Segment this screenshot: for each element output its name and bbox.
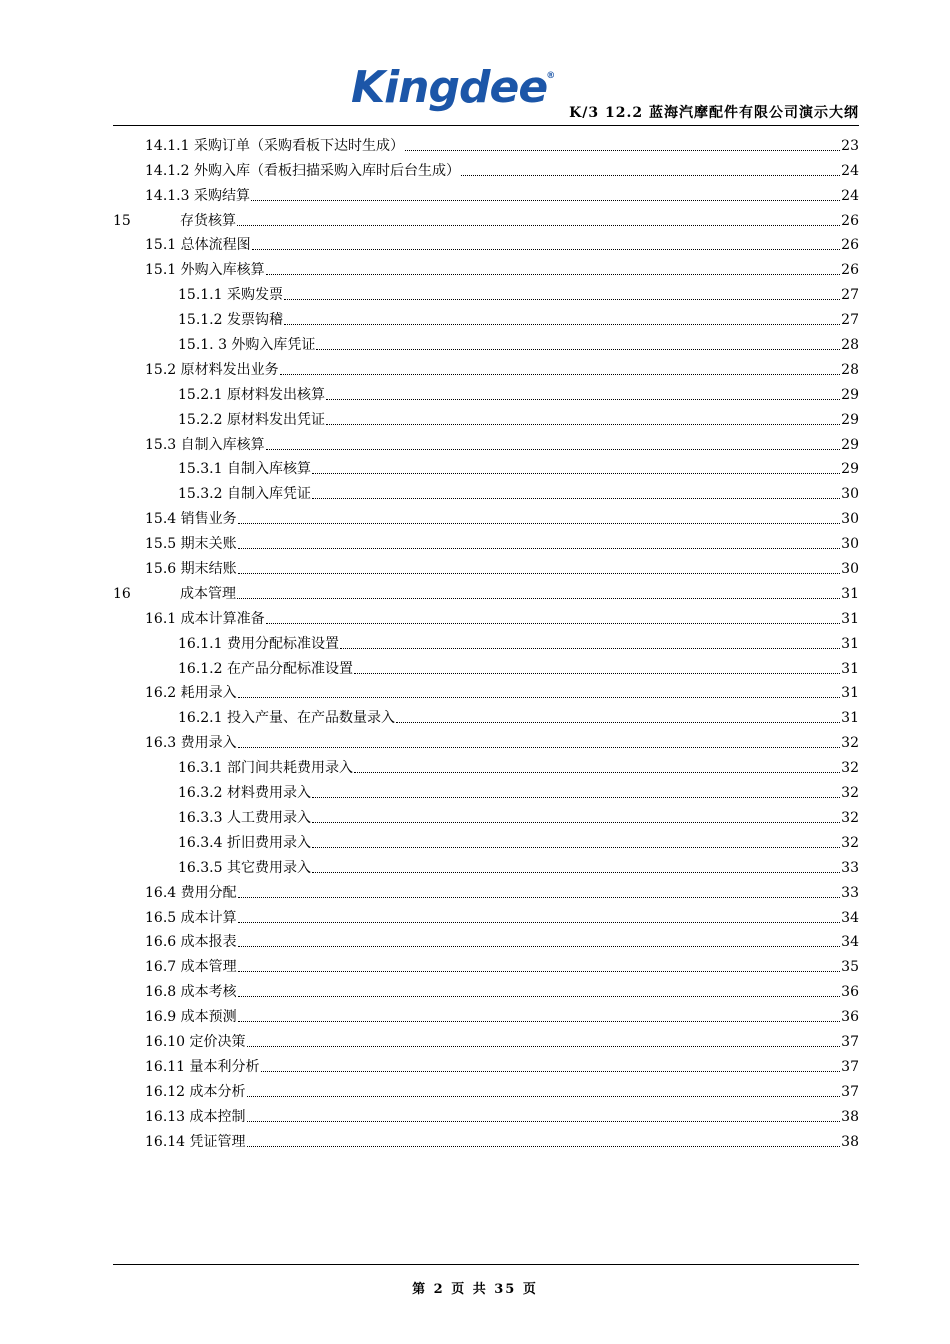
page-footer: 第 2 页 共 35 页: [412, 1282, 538, 1297]
toc-entry-text: 15.3.1 自制入库核算: [178, 461, 311, 478]
toc-entry-text: 15.1 总体流程图: [145, 237, 251, 254]
toc-page-number: 29: [841, 411, 859, 428]
dot-leader: [312, 872, 840, 873]
toc-entry-label: [145, 983, 237, 1001]
header-divider: [113, 125, 859, 126]
toc-entry-text: 16.1 成本计算准备: [145, 610, 265, 627]
dot-leader: [238, 697, 841, 698]
dot-leader: [340, 648, 840, 649]
toc-entry-label: [178, 286, 283, 304]
toc-entry-label: [178, 460, 311, 478]
toc-entry-label: [145, 1108, 246, 1126]
toc-page-number: 37: [841, 1083, 859, 1100]
toc-entry-label: [145, 137, 404, 155]
toc-entry-text: 14.1.2 外购入库（看板扫描采购入库时后台生成）: [145, 162, 460, 179]
toc-entry-text: 16.9 成本预测: [145, 1009, 237, 1026]
dot-leader: [312, 473, 840, 474]
toc-entry-label: [145, 535, 237, 553]
toc-entry[interactable]: [113, 254, 859, 279]
toc-entry[interactable]: [113, 727, 859, 752]
toc-page-number: 24: [841, 187, 859, 204]
toc-entry[interactable]: [113, 478, 859, 503]
toc-entry-text: 15.1 外购入库核算: [145, 262, 265, 279]
toc-entry[interactable]: [113, 454, 859, 479]
toc-page-number: 32: [841, 735, 859, 752]
toc-entry[interactable]: [113, 927, 859, 952]
toc-entry-label: [145, 560, 237, 578]
toc-entry-text: 16.11 量本利分析: [145, 1058, 260, 1075]
toc-page-number: 26: [841, 237, 859, 254]
toc-entry-text: 15.5 期末关账: [145, 536, 237, 553]
toc-entry-label: [178, 485, 311, 503]
toc-page-number: 28: [841, 361, 859, 378]
toc-entry-label: [145, 187, 250, 205]
dot-leader: [238, 747, 841, 748]
toc-page-number: 30: [841, 511, 859, 528]
toc-entry-text: 16.4 费用分配: [145, 884, 237, 901]
toc-page-number: 31: [841, 660, 859, 677]
toc-entry[interactable]: [113, 603, 859, 628]
toc-entry-text: 成本管理: [180, 585, 236, 602]
dot-leader: [280, 374, 841, 375]
toc-entry[interactable]: [113, 553, 859, 578]
toc-page-number: 33: [841, 884, 859, 901]
toc-page-number: 32: [841, 809, 859, 826]
toc-entry-label: [145, 162, 460, 180]
kingdee-logo: [351, 62, 555, 113]
toc-entry[interactable]: [113, 1001, 859, 1026]
toc-entry-label: [145, 684, 237, 702]
toc-entry[interactable]: [113, 279, 859, 304]
toc-entry[interactable]: [113, 1051, 859, 1076]
toc-entry-label: [145, 933, 237, 951]
toc-page-number: 29: [841, 461, 859, 478]
dot-leader: [326, 424, 840, 425]
toc-page-number: 32: [841, 834, 859, 851]
toc-page-number: 26: [841, 262, 859, 279]
toc-entry-label: [145, 436, 265, 454]
toc-entry[interactable]: [113, 653, 859, 678]
dot-leader: [354, 673, 840, 674]
toc-entry-label: [113, 585, 236, 603]
toc-entry-text: 15.1.1 采购发票: [178, 287, 283, 304]
toc-entry-text: 16.14 凭证管理: [145, 1133, 246, 1150]
dot-leader: [238, 971, 841, 972]
dot-leader: [312, 822, 840, 823]
toc-entry-text: 16.7 成本管理: [145, 959, 237, 976]
dot-leader: [284, 324, 840, 325]
toc-entry-label: [145, 261, 265, 279]
toc-page-number: 24: [841, 162, 859, 179]
toc-entry[interactable]: [113, 752, 859, 777]
toc-entry-label: [145, 1058, 260, 1076]
toc-page-number: 26: [841, 212, 859, 229]
toc-entry-text: 16.8 成本考核: [145, 984, 237, 1001]
toc-entry[interactable]: [113, 678, 859, 703]
dot-leader: [326, 399, 840, 400]
toc-entry[interactable]: [113, 902, 859, 927]
toc-page-number: 27: [841, 312, 859, 329]
toc-entry-text: 16.10 定价决策: [145, 1033, 246, 1050]
dot-leader: [405, 150, 840, 151]
dot-leader: [312, 847, 840, 848]
toc-entry-label: [145, 1033, 246, 1051]
toc-page-number: 32: [841, 760, 859, 777]
toc-entry[interactable]: [113, 702, 859, 727]
toc-entry[interactable]: [113, 329, 859, 354]
toc-entry-text: 16.2 耗用录入: [145, 685, 237, 702]
dot-leader: [237, 225, 840, 226]
toc-page-number: 30: [841, 486, 859, 503]
dot-leader: [238, 922, 841, 923]
toc-entry[interactable]: [113, 578, 859, 603]
footer-divider: [113, 1264, 859, 1265]
dot-leader: [261, 1071, 841, 1072]
dot-leader: [238, 573, 841, 574]
toc-entry-text: 15.2 原材料发出业务: [145, 361, 279, 378]
toc-entry-label: [145, 610, 265, 628]
toc-page-number: 37: [841, 1058, 859, 1075]
toc-entry-label: [178, 635, 339, 653]
toc-entry-label: [178, 660, 353, 678]
dot-leader: [238, 1021, 841, 1022]
toc-entry-text: 15.2.1 原材料发出核算: [178, 386, 325, 403]
toc-page-number: 30: [841, 561, 859, 578]
dot-leader: [238, 996, 841, 997]
toc-page-number: 31: [841, 585, 859, 602]
toc-entry-label: [113, 212, 236, 230]
toc-entry[interactable]: [113, 1076, 859, 1101]
toc-entry-label: [145, 958, 237, 976]
dot-leader: [247, 1121, 841, 1122]
toc-entry-label: [145, 909, 237, 927]
toc-entry-label: [178, 784, 311, 802]
toc-page-number: 30: [841, 536, 859, 553]
dot-leader: [237, 598, 840, 599]
toc-entry-label: [178, 411, 325, 429]
toc-page-number: 27: [841, 287, 859, 304]
toc-entry-text: 15.3 自制入库核算: [145, 436, 265, 453]
dot-leader: [316, 349, 840, 350]
toc-entry-label: [145, 510, 237, 528]
toc-entry-text: 15.1. 3 外购入库凭证: [178, 337, 316, 354]
dot-leader: [251, 200, 840, 201]
toc-entry[interactable]: [113, 155, 859, 180]
toc-entry-text: 16.1.2 在产品分配标准设置: [178, 660, 353, 677]
toc-entry[interactable]: [113, 379, 859, 404]
toc-page-number: 31: [841, 710, 859, 727]
toc-entry[interactable]: [113, 827, 859, 852]
toc-entry[interactable]: [113, 1026, 859, 1051]
toc-entry-text: 16.3.3 人工费用录入: [178, 809, 311, 826]
table-of-contents: [113, 130, 859, 1151]
toc-entry-label: [178, 709, 395, 727]
dot-leader: [312, 797, 840, 798]
dot-leader: [252, 249, 841, 250]
dot-leader: [312, 498, 840, 499]
toc-page-number: 23: [841, 137, 859, 154]
toc-entry[interactable]: [113, 528, 859, 553]
dot-leader: [247, 1046, 841, 1047]
dot-leader: [284, 299, 840, 300]
toc-entry[interactable]: [113, 628, 859, 653]
toc-entry-text: 15.3.2 自制入库凭证: [178, 486, 311, 503]
dot-leader: [238, 548, 841, 549]
toc-page-number: 28: [841, 337, 859, 354]
toc-entry[interactable]: [113, 1126, 859, 1151]
toc-entry-text: 15.6 期末结账: [145, 561, 237, 578]
toc-entry[interactable]: [113, 404, 859, 429]
toc-entry[interactable]: [113, 852, 859, 877]
toc-entry[interactable]: [113, 951, 859, 976]
toc-entry-label: [178, 759, 353, 777]
toc-entry-text: 15.2.2 原材料发出凭证: [178, 411, 325, 428]
toc-entry-label: [145, 1083, 246, 1101]
toc-page-number: 34: [841, 934, 859, 951]
toc-entry[interactable]: [113, 230, 859, 255]
document-title: K/3 12.2 蓝海汽摩配件有限公司演示大纲: [569, 105, 859, 121]
dot-leader: [247, 1096, 841, 1097]
logo-text: Kingdee: [351, 62, 548, 113]
toc-entry-label: [145, 1008, 237, 1026]
toc-entry-text: 16.3.1 部门间共耗费用录入: [178, 760, 353, 777]
page-header: [113, 62, 859, 122]
toc-page-number: 37: [841, 1033, 859, 1050]
toc-page-number: 36: [841, 1009, 859, 1026]
toc-entry-text: 16.3.2 材料费用录入: [178, 785, 311, 802]
toc-entry[interactable]: [113, 429, 859, 454]
dot-leader: [396, 722, 840, 723]
toc-entry-text: 14.1.1 采购订单（采购看板下达时生成）: [145, 137, 404, 154]
dot-leader: [354, 772, 840, 773]
toc-entry-text: 16.6 成本报表: [145, 934, 237, 951]
toc-entry[interactable]: [113, 130, 859, 155]
toc-page-number: 36: [841, 984, 859, 1001]
toc-entry-text: 14.1.3 采购结算: [145, 187, 250, 204]
registered-mark: ®: [546, 71, 555, 81]
toc-entry[interactable]: [113, 503, 859, 528]
toc-page-number: 29: [841, 436, 859, 453]
toc-page-number: 34: [841, 909, 859, 926]
toc-entry-label: [178, 386, 325, 404]
toc-entry-text: 16.3.4 折旧费用录入: [178, 834, 311, 851]
toc-entry-text: 16.5 成本计算: [145, 909, 237, 926]
dot-leader: [461, 175, 840, 176]
toc-entry-text: 存货核算: [180, 212, 236, 229]
toc-entry-label: [145, 236, 251, 254]
toc-entry-label: [145, 361, 279, 379]
toc-entry-label: [178, 311, 283, 329]
toc-page-number: 38: [841, 1133, 859, 1150]
toc-entry-label: [178, 859, 311, 877]
toc-page-number: 33: [841, 859, 859, 876]
toc-entry-label: [178, 809, 311, 827]
toc-entry[interactable]: [113, 777, 859, 802]
toc-entry-text: 16.13 成本控制: [145, 1108, 246, 1125]
toc-chapter-number: 15: [113, 212, 131, 229]
toc-entry-text: 16.12 成本分析: [145, 1083, 246, 1100]
toc-entry[interactable]: [113, 180, 859, 205]
dot-leader: [266, 449, 841, 450]
dot-leader: [266, 274, 841, 275]
toc-entry[interactable]: [113, 877, 859, 902]
toc-entry-text: 15.1.2 发票钩稽: [178, 312, 283, 329]
toc-page-number: 31: [841, 685, 859, 702]
toc-page-number: 32: [841, 785, 859, 802]
toc-entry-text: 16.1.1 费用分配标准设置: [178, 635, 339, 652]
toc-entry[interactable]: [113, 205, 859, 230]
toc-entry-label: [178, 834, 311, 852]
toc-page-number: 31: [841, 635, 859, 652]
toc-page-number: 35: [841, 959, 859, 976]
toc-entry-label: [145, 884, 237, 902]
toc-page-number: 29: [841, 386, 859, 403]
toc-entry-label: [145, 734, 237, 752]
toc-entry[interactable]: [113, 802, 859, 827]
dot-leader: [238, 523, 841, 524]
toc-entry-text: 16.3 费用录入: [145, 735, 237, 752]
toc-entry[interactable]: [113, 1101, 859, 1126]
toc-entry-text: 16.2.1 投入产量、在产品数量录入: [178, 710, 395, 727]
toc-chapter-number: 16: [113, 585, 131, 602]
toc-page-number: 38: [841, 1108, 859, 1125]
toc-entry[interactable]: [113, 976, 859, 1001]
dot-leader: [266, 623, 841, 624]
toc-entry-label: [178, 336, 315, 354]
toc-entry[interactable]: [113, 304, 859, 329]
toc-entry-text: 15.4 销售业务: [145, 511, 237, 528]
toc-entry-label: [145, 1133, 246, 1151]
dot-leader: [238, 897, 841, 898]
dot-leader: [247, 1146, 841, 1147]
dot-leader: [238, 946, 841, 947]
toc-entry[interactable]: [113, 354, 859, 379]
toc-entry-text: 16.3.5 其它费用录入: [178, 859, 311, 876]
toc-page-number: 31: [841, 610, 859, 627]
